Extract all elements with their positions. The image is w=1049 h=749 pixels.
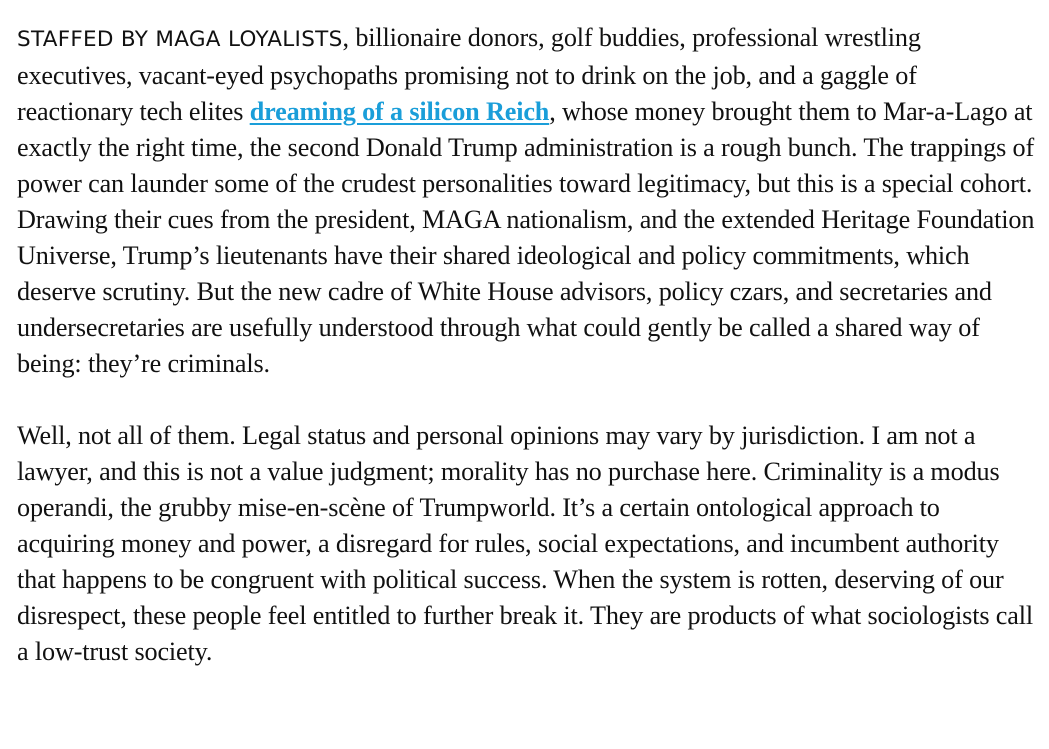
- article-body: [17, 20, 1037, 670]
- paragraph-1-text-after-link: , whose money brought them to Mar-a-Lago at exactly the right time, the second Donald Trump administration is a rough bunch. The trappings of power can launder some of the crudest personalities toward legitimacy, but this is a special cohort. Drawing their cues from the president, MAGA nationalism, and the extended Heritage Foundation Universe, Trump’s lieutenants have their shared ideological and policy commitments, which deserve scrutiny. But the new cadre of White House advisors, policy czars, and secretaries and undersecretaries are usefully understood through what could gently be called a shared way of being: they’re criminals.: [17, 97, 1035, 378]
- lead-in-text: STAFFED BY MAGA LOYALISTS: [17, 27, 343, 52]
- paragraph-2: Well, not all of them. Legal status and personal opinions may vary by jurisdiction. I am not a lawyer, and this is not a value judgment; morality has no purchase here. Criminality is a modus operandi, the grubby mise-en-scène of Trumpworld. It’s a certain ontological approach to acquiring money and power, a disregard for rules, social expectations, and incumbent authority that happens to be congruent with political success. When the system is rotten, deserving of our disrespect, these people feel entitled to further break it. They are products of what sociologists call a low-trust society.: [17, 421, 1033, 666]
- paragraph-1: [17, 20, 1037, 382]
- paragraph-1-text-before-link: , billionaire donors, golf buddies, professional wrestling executives, vacant-eyed psychopaths promising not to drink on the job, and a gaggle of reactionary tech elites: [17, 23, 921, 126]
- silicon-reich-link[interactable]: dreaming of a silicon Reich: [249, 97, 550, 126]
